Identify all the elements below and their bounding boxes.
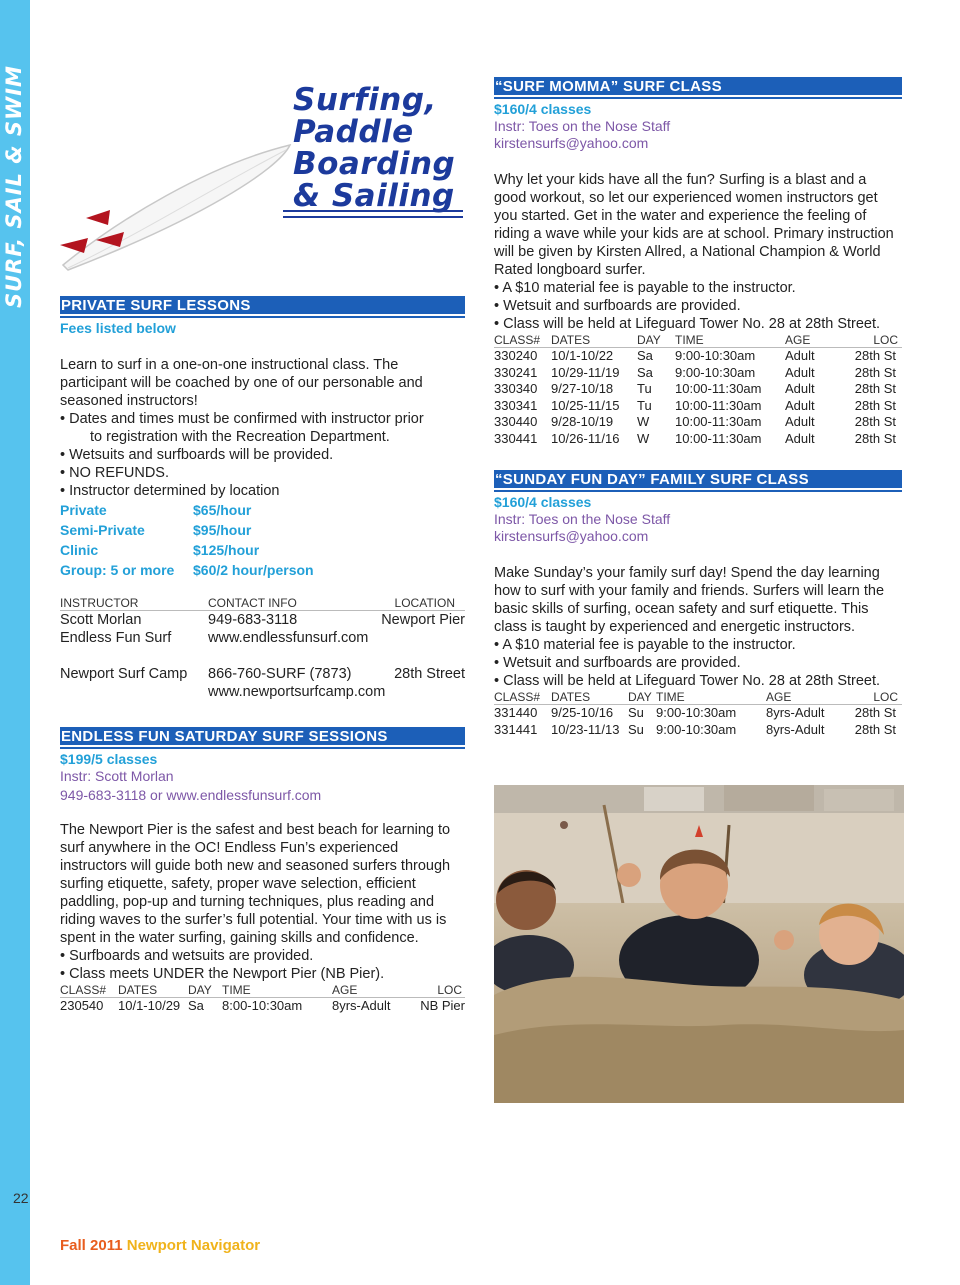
table-cell: 8yrs-Adult (766, 721, 825, 737)
col-header: DATES (551, 333, 591, 347)
table-cell: 8:00-10:30am (222, 998, 303, 1013)
instructor-table-header (60, 596, 465, 611)
private-fees-note: Fees listed below (60, 320, 176, 336)
table-row (60, 998, 465, 1015)
table-row (494, 381, 902, 398)
table-cell: 10/1-10/29 (118, 998, 181, 1013)
table-cell: Adult (785, 414, 815, 429)
col-header: DAY (637, 333, 661, 347)
table-row (494, 705, 902, 722)
endless-fee: $199/5 classes (60, 751, 158, 767)
sunday-instructor: Instr: Toes on the Nose Staff (494, 511, 671, 527)
table-cell: 10/29-11/19 (551, 364, 620, 380)
table-row (494, 414, 902, 431)
private-bullet-1: • Dates and times must be confirmed with instructor prior (60, 410, 465, 428)
rate-label: Group: 5 or more (60, 562, 175, 578)
table-cell: Newport Surf Camp (60, 666, 188, 682)
table-cell: Sa (188, 998, 204, 1013)
kids-on-beach-photo (494, 785, 904, 1103)
table-cell: Adult (785, 381, 815, 396)
momma-class-table (494, 333, 902, 447)
private-bullet-1-cont: to registration with the Recreation Department. (90, 429, 390, 445)
endless-fun-header: ENDLESS FUN SATURDAY SURF SESSIONS (60, 727, 465, 747)
table-cell: 866-760-SURF (7873) (208, 666, 352, 682)
table-cell: 10:00-11:30am (675, 414, 762, 429)
sunday-email: kirstensurfs@yahoo.com (494, 528, 649, 544)
table-cell: 10:00-11:30am (675, 381, 762, 396)
col-header: INSTRUCTOR (60, 596, 139, 610)
table-row (60, 629, 465, 647)
table-cell: 330440 (494, 414, 538, 429)
table-row (494, 431, 902, 448)
table-cell: Tu (637, 397, 652, 413)
table-cell: Scott Morlan (60, 612, 142, 628)
endless-fun-section (60, 727, 465, 1015)
endless-bullet-1: • Surfboards and wetsuits are provided. (60, 947, 465, 965)
table-cell: 28th St (854, 705, 896, 720)
rate-label: Semi-Private (60, 522, 145, 538)
class-table-header (60, 983, 465, 998)
table-cell: 28th Street (394, 666, 465, 682)
surf-momma-header: “SURF MOMMA” SURF CLASS (494, 77, 902, 97)
table-cell (370, 683, 465, 701)
private-bullet-4: • Instructor determined by location (60, 482, 465, 500)
table-cell: 28th St (854, 381, 896, 396)
table-cell: 9:00-10:30am (656, 721, 737, 737)
page-number: 22 (13, 1190, 29, 1206)
table-row (494, 722, 902, 739)
endless-instructor: Instr: Scott Morlan (60, 768, 174, 784)
table-cell: 28th St (854, 430, 896, 446)
momma-bullet-1: • A $10 material fee is payable to the instructor. (494, 279, 902, 297)
col-header: DATES (118, 983, 158, 997)
class-table-header (494, 690, 902, 705)
sidebar (0, 0, 30, 1285)
title-line-4: & Sailing (293, 178, 455, 214)
table-cell: Su (628, 721, 644, 737)
col-header: AGE (332, 983, 358, 997)
private-lessons-header: PRIVATE SURF LESSONS (60, 296, 465, 316)
sunday-bullet-3: • Class will be held at Lifeguard Tower No. 28 at 28th Street. (494, 672, 902, 690)
momma-bullet-2: • Wetsuit and surfboards are provided. (494, 297, 902, 315)
col-header: TIME (656, 690, 685, 704)
table-cell: 9:00-10:30am (656, 705, 737, 720)
table-cell: 28th St (854, 414, 896, 429)
table-cell: Adult (785, 364, 815, 380)
table-cell: 10:00-11:30am (675, 430, 762, 446)
private-description: Learn to surf in a one-on-one instructional class. The participant will be coached by one of our personable and seasoned instructors! (60, 357, 423, 409)
endless-bullet-2: • Class meets UNDER the Newport Pier (NB Pier). (60, 965, 465, 983)
table-cell: 28th St (854, 348, 896, 363)
table-cell: 8yrs-Adult (766, 705, 825, 720)
rate-label: Private (60, 502, 107, 518)
table-cell: Adult (785, 430, 815, 446)
table-cell: 9:00-10:30am (675, 364, 756, 380)
table-cell: Adult (785, 348, 815, 363)
col-header: CLASS# (60, 983, 107, 997)
table-row (494, 348, 902, 365)
table-cell: Adult (785, 397, 815, 413)
momma-instructor: Instr: Toes on the Nose Staff (494, 118, 671, 134)
surf-momma-section (494, 77, 902, 447)
col-header: TIME (222, 983, 251, 997)
table-cell: 330241 (494, 364, 538, 380)
rate-row (60, 560, 465, 580)
table-cell: 949-683-3118 (208, 612, 298, 628)
col-header: AGE (766, 690, 792, 704)
table-cell: Endless Fun Surf (60, 630, 172, 646)
sunday-description: Make Sunday’s your family surf day! Spend the day learning how to surf with your family and friends. Surfers will learn the basic skills of surfing, ocean safety and surf etiquette. This class is taught by experienced and energetic instructors. (494, 565, 885, 635)
table-cell: 9/25-10/16 (551, 705, 614, 720)
rate-label: Clinic (60, 542, 99, 558)
page-title (293, 84, 473, 212)
table-cell: 8yrs-Adult (332, 998, 391, 1013)
momma-fee: $160/4 classes (494, 101, 592, 117)
private-bullet-3: • NO REFUNDS. (60, 464, 465, 482)
table-cell: 9/28-10/19 (551, 414, 614, 429)
table-cell: 330441 (494, 430, 538, 446)
table-cell: W (637, 414, 650, 429)
table-row (494, 398, 902, 415)
table-cell: 331440 (494, 705, 538, 720)
col-header: AGE (785, 333, 811, 347)
table-cell: 10/25-11/15 (551, 397, 620, 413)
title-line-2: Paddle (293, 114, 414, 150)
sunday-bullet-1: • A $10 material fee is payable to the instructor. (494, 636, 902, 654)
table-cell: 10/26-11/16 (551, 430, 620, 446)
sunday-class-table (494, 690, 902, 738)
sunday-fun-day-header: “SUNDAY FUN DAY” FAMILY SURF CLASS (494, 470, 902, 490)
surfboard-illustration (58, 140, 298, 275)
sunday-bullet-2: • Wetsuit and surfboards are provided. (494, 654, 902, 672)
rate-row (60, 540, 465, 560)
col-header: LOC (873, 333, 898, 347)
col-header: DATES (551, 690, 591, 704)
table-cell: 10/23-11/13 (551, 721, 620, 737)
table-cell: Tu (637, 381, 652, 396)
table-cell: 9/27-10/18 (551, 381, 614, 396)
momma-description: Why let your kids have all the fun? Surfing is a blast and a good workout, so let our experienced women instructors get you started. Get in the water and experience the feeling of riding a wave while your kids are at school. Primary instruction will be given by Kirsten Allred, a National Champion & World Rated longboard surfer. (494, 172, 894, 278)
table-cell: 331441 (494, 721, 538, 737)
table-row (60, 611, 465, 629)
table-cell: 330341 (494, 397, 538, 413)
col-header: DAY (188, 983, 212, 997)
footer-magazine: Newport Navigator (126, 1237, 261, 1254)
col-header: CLASS# (494, 333, 541, 347)
rate-price: $65/hour (193, 502, 252, 518)
rate-row (60, 500, 465, 520)
table-row (60, 665, 465, 683)
table-cell: Sa (637, 348, 653, 363)
table-cell: 330240 (494, 348, 538, 363)
title-rule (283, 210, 463, 218)
table-cell: 28th St (854, 721, 896, 737)
table-row (60, 683, 465, 701)
table-cell: 10:00-11:30am (675, 397, 762, 413)
private-bullet-2: • Wetsuits and surfboards will be provided. (60, 446, 465, 464)
col-header: TIME (675, 333, 704, 347)
table-cell: W (637, 430, 650, 446)
table-cell: Sa (637, 364, 653, 380)
table-cell: Newport Pier (381, 612, 465, 628)
table-cell: 230540 (60, 998, 104, 1013)
col-header: CLASS# (494, 690, 541, 704)
endless-contact: 949-683-3118 or www.endlessfunsurf.com (60, 787, 322, 803)
table-row (494, 365, 902, 382)
rate-price: $125/hour (193, 542, 260, 558)
rate-price: $60/2 hour/person (193, 562, 314, 578)
title-line-1: Surfing, (293, 82, 437, 118)
sidebar-label: SURF, SAIL & SWIM (2, 65, 26, 308)
table-cell: NB Pier (420, 998, 465, 1013)
col-header: LOC (437, 983, 462, 997)
instructor-table (60, 596, 465, 701)
table-cell: 28th St (854, 364, 896, 380)
col-header: LOCATION (394, 596, 455, 610)
rate-row (60, 520, 465, 540)
table-cell: 28th St (854, 397, 896, 413)
title-line-3: Boarding (293, 146, 456, 182)
private-lessons-section (60, 296, 465, 701)
table-cell: 330340 (494, 381, 538, 396)
col-header: DAY (628, 690, 652, 704)
rate-price: $95/hour (193, 522, 252, 538)
endless-class-table (60, 983, 465, 1015)
momma-bullet-3: • Class will be held at Lifeguard Tower No. 28 at 28th Street. (494, 315, 902, 333)
sunday-fee: $160/4 classes (494, 494, 592, 510)
class-table-header (494, 333, 902, 348)
endless-description: The Newport Pier is the safest and best beach for learning to surf anywhere in the OC! Endless Fun’s experienced instructors will guide both new and seasoned surfers through surfing etiquette, safety, proper wave selection, efficient paddling, pop-up and turning techniques, plus reading and riding waves to the surfer’s full potential. Your time with us is spent in the water surfing, gaining skills and confidence. (60, 822, 451, 946)
table-cell (60, 683, 208, 701)
sunday-fun-day-section (494, 470, 902, 738)
table-cell: www.endlessfunsurf.com (208, 630, 369, 646)
table-cell: 10/1-10/22 (551, 348, 614, 363)
table-cell: 9:00-10:30am (675, 348, 756, 363)
table-cell: www.newportsurfcamp.com (208, 684, 386, 700)
table-cell: Su (628, 705, 644, 720)
footer-season: Fall 2011 (60, 1237, 123, 1254)
col-header: CONTACT INFO (208, 596, 297, 610)
momma-email: kirstensurfs@yahoo.com (494, 135, 649, 151)
footer (60, 1237, 260, 1254)
col-header: LOC (873, 690, 898, 704)
table-cell (370, 629, 465, 647)
